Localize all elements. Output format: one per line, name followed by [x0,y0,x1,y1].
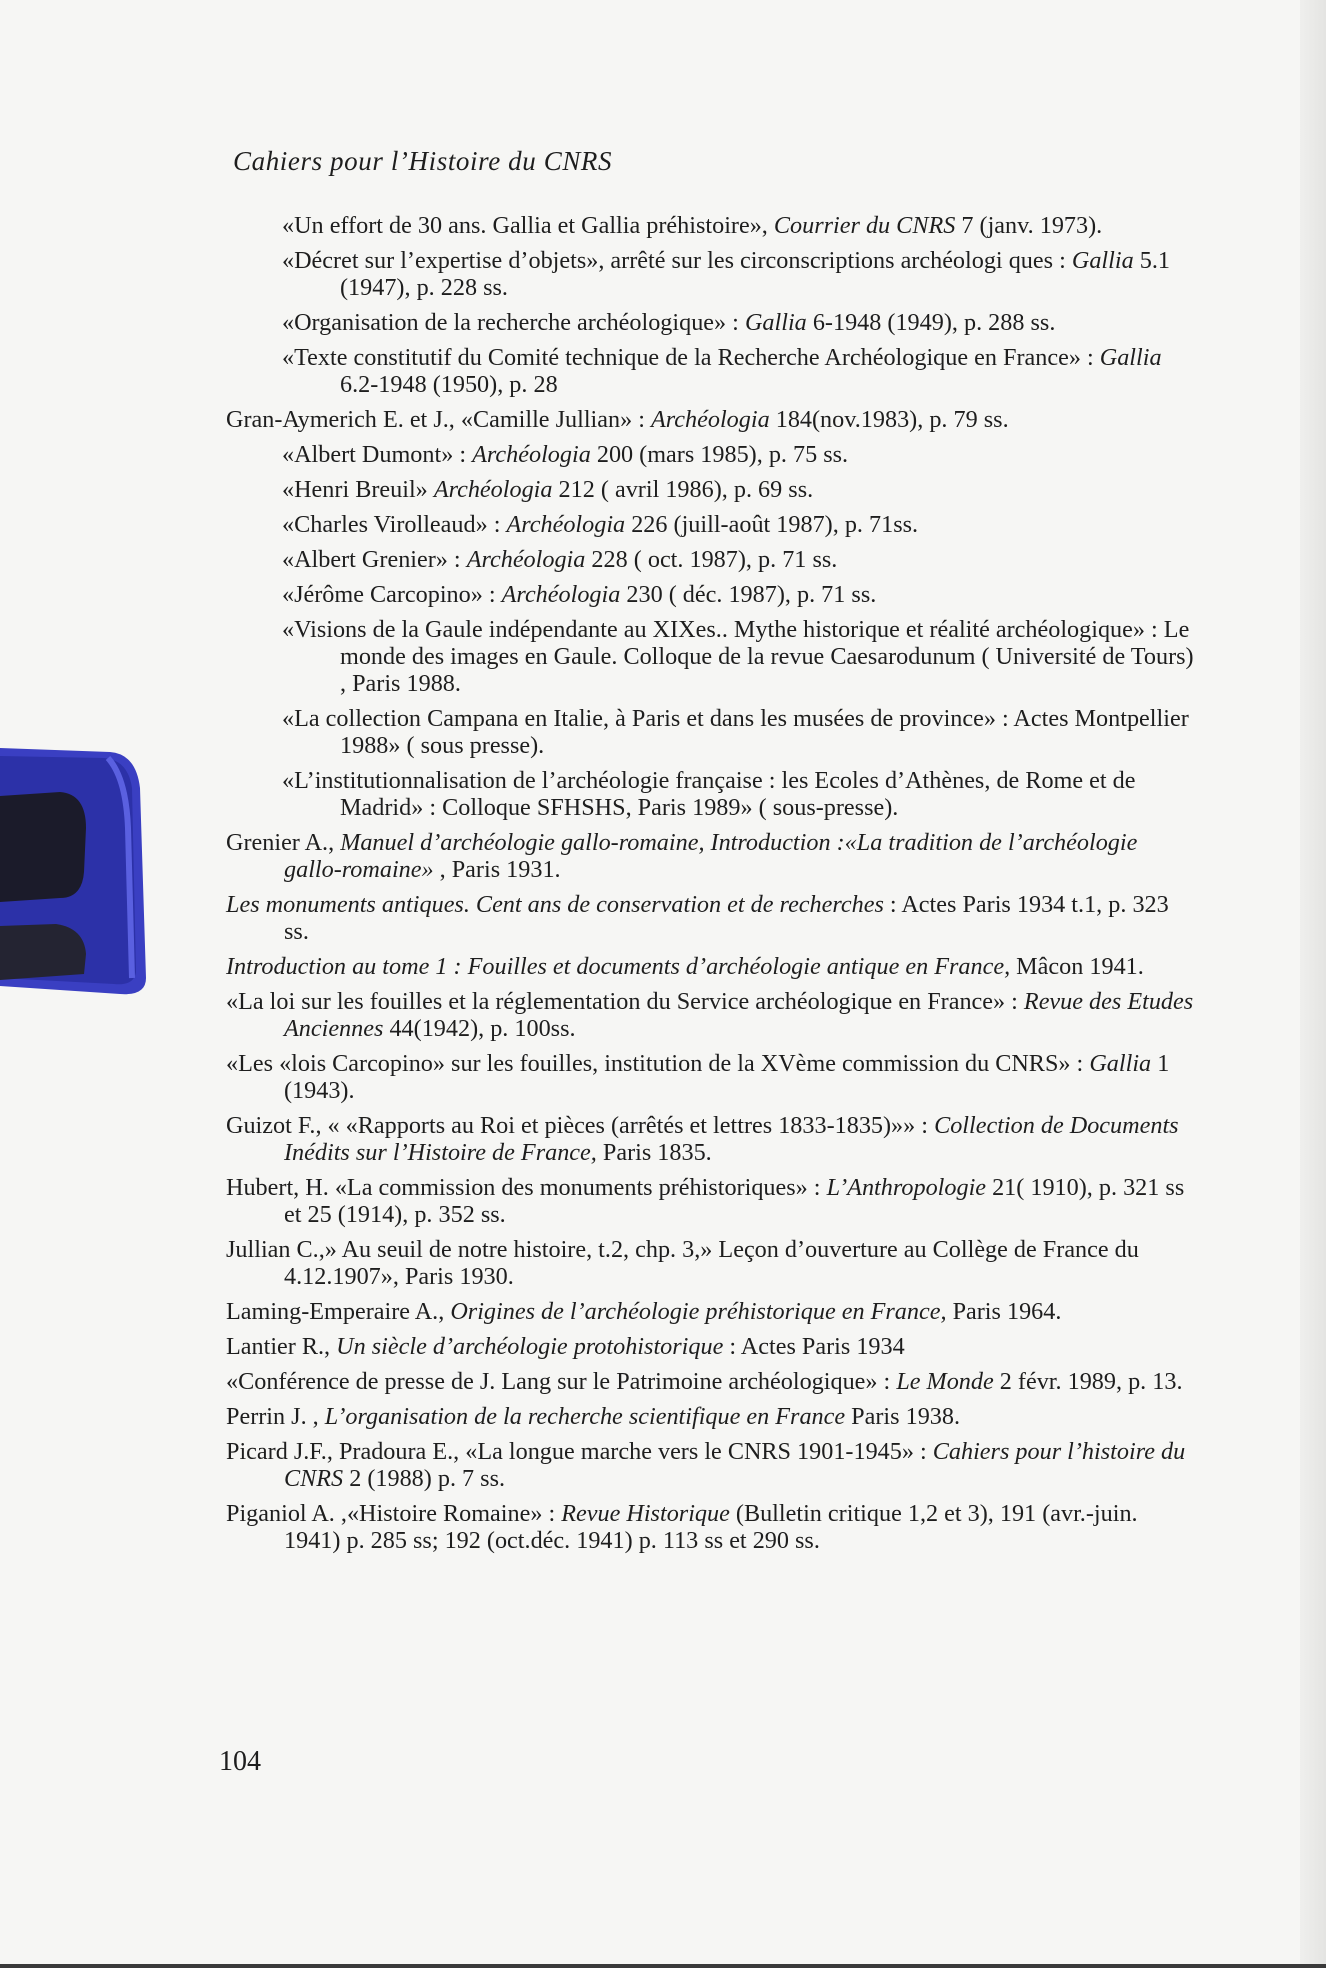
entry-title-italic: Archéologia [466,546,586,573]
bibliography-entry [226,829,1198,883]
entry-text: 21( 1910), p. 321 ss et 25 (1914), p. 352 ss. [284,1174,1185,1228]
entry-text: Gran-Aymerich E. et J., «Camille Jullian» : [226,406,651,433]
entry-text: Jullian C.,» Au seuil de notre histoire, t.2, chp. 3,» Leçon d’ouverture au Collège de France du 4.12.1907», Paris 1930. [226,1236,1139,1290]
entry-text: 6.2-1948 (1950), p. 28 [340,371,558,398]
bibliography-entry [226,1403,1198,1430]
bibliography-entry [226,988,1198,1042]
entry-text: 212 ( avril 1986), p. 69 ss. [552,476,814,503]
bibliography-entry [226,1368,1198,1395]
entry-text: «Albert Dumont» : [282,441,473,468]
entry-title-italic: Revue Historique [561,1500,730,1527]
entry-text: 5.1 (1947), p. 228 ss. [340,247,1170,301]
entry-text: Piganiol A. ,«Histoire Romaine» : [226,1500,562,1527]
entry-text: 226 (juill-août 1987), p. 71ss. [625,511,919,538]
entry-text: Paris 1964. [946,1298,1062,1325]
entry-title-italic: Cahiers pour l’histoire du CNRS [284,1438,1186,1492]
entry-title-italic: Un siècle d’archéologie protohistorique [336,1333,724,1360]
entry-text: (Bulletin critique 1,2 et 3), 191 (avr.-juin. 1941) p. 285 ss; 192 (oct.déc. 1941) p. 113 ss et 290 ss. [284,1500,1138,1554]
entry-title-italic: Le Monde [896,1368,994,1395]
entry-title-italic: Revue des Etudes Anciennes [284,988,1194,1042]
entry-title-italic: L’organisation de la recherche scientifique en France [324,1403,846,1430]
bibliography-entry [282,546,1198,573]
bibliography-entry [282,476,1198,503]
entry-title-italic: Introduction au tome 1 : Fouilles et documents d’archéologie antique en France, [226,953,1011,980]
entry-text: Picard J.F., Pradoura E., «La longue marche vers le CNRS 1901-1945» : [226,1438,933,1465]
bibliography-entry [226,1050,1198,1104]
entry-text: «L’institutionnalisation de l’archéologie française : les Ecoles d’Athènes, de Rome et de Madrid» : Colloque SFHSHS, Paris 1989» ( sous-presse). [282,767,1136,821]
entry-text: «La loi sur les fouilles et la réglementation du Service archéologique en France» : [226,988,1024,1015]
entry-text: 184(nov.1983), p. 79 ss. [769,406,1009,433]
entry-title-italic: Gallia [1071,247,1134,274]
entry-text: 230 ( déc. 1987), p. 71 ss. [620,581,877,608]
scan-bottom-border [0,1964,1326,1968]
entry-title-italic: Origines de l’archéologie préhistorique en France, [450,1298,947,1325]
entry-text: 7 (janv. 1973). [955,212,1103,239]
bibliography-entry [282,441,1198,468]
bibliography-entry [282,705,1198,759]
running-head: Cahiers pour l’Histoire du CNRS [233,146,613,176]
entry-title-italic: Collection de Documents Inédits sur l’Histoire de France, [284,1112,1179,1166]
bibliography-entry [282,767,1198,821]
entry-title-italic: Gallia [1099,344,1162,371]
entry-text: «La collection Campana en Italie, à Paris et dans les musées de province» : Actes Montpellier 1988» ( sous presse). [282,705,1189,759]
entry-text: 2 févr. 1989, p. 13. [993,1368,1183,1395]
entry-title-italic: Archéologia [506,511,626,538]
entry-title-italic: Courrier du CNRS [773,212,956,239]
bibliography-entry [282,511,1198,538]
entry-text: Guizot F., « «Rapports au Roi et pièces (arrêtés et lettres 1833-1835)»» : [226,1112,935,1139]
entry-text: , Paris 1931. [433,856,561,883]
bibliography-entry [226,1112,1198,1166]
entry-text: «Les «lois Carcopino» sur les fouilles, institution de la XVème commission du CNRS» : [226,1050,1090,1077]
entry-title-italic: Archéologia [433,476,553,503]
entry-text: «Décret sur l’expertise d’objets», arrêté sur les circonscriptions archéologi ques : [282,247,1072,274]
entry-text: «Texte constitutif du Comité technique de la Recherche Archéologique en France» : [282,344,1100,371]
entry-text: «Organisation de la recherche archéologique» : [282,309,745,336]
bibliography-entry [282,247,1198,301]
bibliography-entry [226,1333,1198,1360]
entry-text: Lantier R., [226,1333,337,1360]
entry-text: «Visions de la Gaule indépendante au XIXes.. Mythe historique et réalité archéologique» : Le monde des images en Gaule. Colloque de la revue Caesarodunum ( Université de Tours) , Paris 1988. [282,616,1194,697]
blue-binder-clip [0,748,148,1000]
entry-text: «Jérôme Carcopino» : [282,581,502,608]
entry-text: 228 ( oct. 1987), p. 71 ss. [585,546,838,573]
bibliography-entry [226,1174,1198,1228]
entry-title-italic: Manuel d’archéologie gallo-romaine, Introduction :«La tradition de l’archéologie gallo-romaine» [284,829,1138,883]
entry-text: Mâcon 1941. [1010,953,1144,980]
entry-text: Perrin J. , [226,1403,325,1430]
entry-text: 6-1948 (1949), p. 288 ss. [806,309,1056,336]
bibliography-list [226,212,1198,1562]
entry-text: 1 (1943). [284,1050,1170,1104]
entry-text: «Charles Virolleaud» : [282,511,507,538]
bibliography-entry [282,309,1198,336]
entry-title-italic: Les monuments antiques. Cent ans de conservation et de recherches [226,891,884,918]
entry-text: Paris 1835. [596,1139,712,1166]
bibliography-entry [226,1298,1198,1325]
bibliography-entry [226,406,1198,433]
entry-text: Hubert, H. «La commission des monuments préhistoriques» : [226,1174,827,1201]
entry-text: Laming-Emperaire A., [226,1298,451,1325]
entry-title-italic: L’Anthropologie [826,1174,987,1201]
bibliography-entry [226,1236,1198,1290]
bibliography-entry [226,953,1198,980]
entry-title-italic: Archéologia [501,581,621,608]
page-number: 104 [219,1746,261,1777]
entry-text: : Actes Paris 1934 [723,1333,905,1360]
entry-text: «Conférence de presse de J. Lang sur le Patrimoine archéologique» : [226,1368,897,1395]
entry-title-italic: Archéologia [651,406,770,433]
entry-text: 200 (mars 1985), p. 75 ss. [590,441,849,468]
entry-text: «Albert Grenier» : [282,546,467,573]
entry-text: 2 (1988) p. 7 ss. [343,1465,506,1492]
bibliography-entry [282,616,1198,697]
entry-title-italic: Archéologia [472,441,591,468]
entry-text: «Henri Breuil» [282,476,434,503]
bibliography-entry [226,1438,1198,1492]
bibliography-entry [282,344,1198,398]
bibliography-entry [282,212,1198,239]
entry-text: Grenier A., [226,829,341,856]
entry-text: «Un effort de 30 ans. Gallia et Gallia préhistoire», [282,212,774,239]
bibliography-entry [226,1500,1198,1554]
entry-text: Paris 1938. [845,1403,961,1430]
entry-text: : Actes Paris 1934 t.1, p. 323 ss. [284,891,1169,945]
bibliography-entry [282,581,1198,608]
page-edge-shadow [1300,0,1326,1968]
entry-title-italic: Gallia [1089,1050,1152,1077]
bibliography-entry [226,891,1198,945]
entry-text: 44(1942), p. 100ss. [383,1015,576,1042]
entry-title-italic: Gallia [744,309,807,336]
